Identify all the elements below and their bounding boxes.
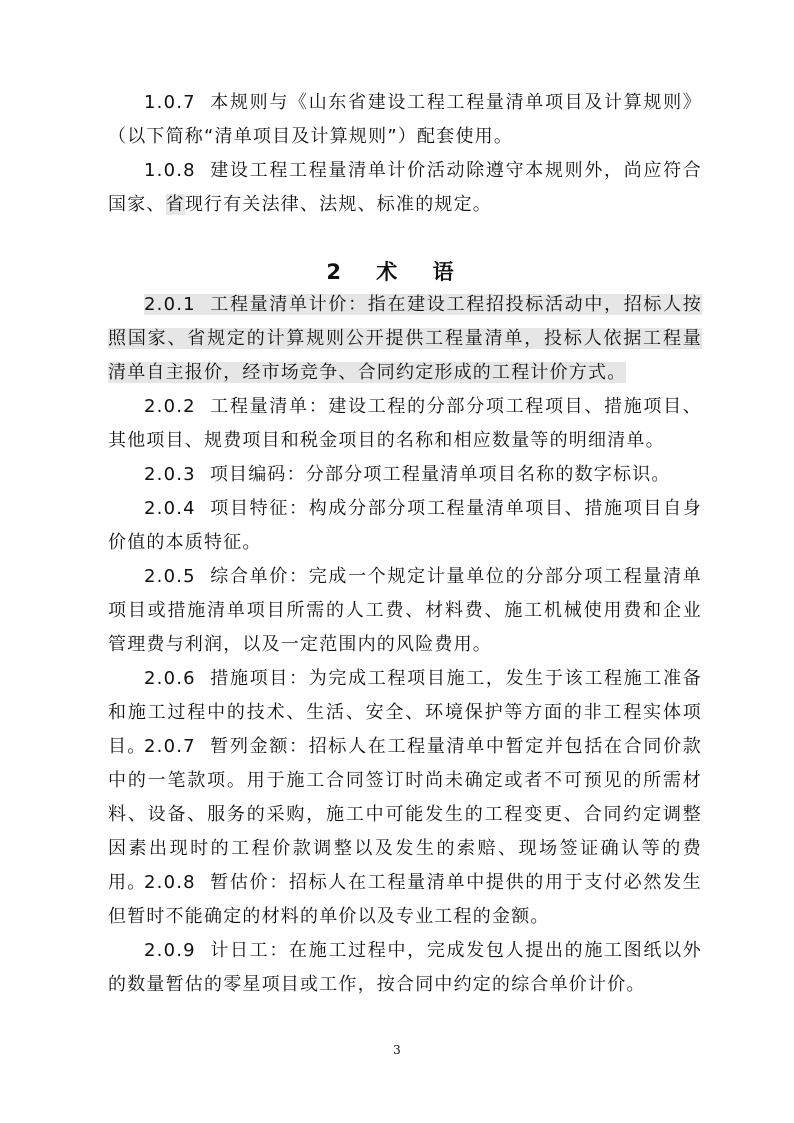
clause-number: 2.0.4: [144, 498, 196, 519]
page-number: 3: [393, 1043, 401, 1057]
clause-text: 计日工：在施工过程中，完成发包人提出的施工图纸以外的数量暂估的零星项目或工作，按合同中约定的综合单价计价。: [108, 940, 702, 995]
clause-text: 工程量清单：建设工程的分部分项工程项目、措施项目、其他项目、规费项目和税金项目的名称和相应数量等的明细清单。: [108, 396, 702, 451]
clause-number: 2.0.1: [144, 294, 196, 315]
term-2-0-8: [108, 866, 702, 934]
term-2-0-9: [108, 934, 702, 1002]
clause-text: 措施项目：为完成工程项目施工，发生于该工程施工准备和施工过程中的技术、生活、安全、环境保护等方面的非工程实体项目。: [108, 668, 702, 757]
term-2-0-4: [108, 492, 702, 560]
clause-text: 本规则与《山东省建设工程工程量清单项目及计算规则》（以下简称“清单项目及计算规则”）配套使用。: [108, 92, 702, 147]
term-2-0-3: [108, 458, 702, 492]
term-2-0-5: [108, 560, 702, 662]
clause-number: 2.0.8: [144, 872, 196, 893]
clause-text: 建设工程工程量清单计价活动除遵守本规则外，尚应符合国家、: [108, 160, 702, 215]
clause-number: 2.0.2: [144, 396, 196, 417]
term-2-0-2: [108, 390, 702, 458]
clause-number: 2.0.5: [144, 566, 196, 587]
clause-text: 工程量清单计价：指在建设工程招投标活动中，招标人按照国家、省规定的计算规则公开提供工程量清单，投标人依据工程量清单自主报价，经市场竞争、合同约定形成的工程计价方式。: [108, 294, 702, 383]
clause-text: 项目特征：构成分部分项工程量清单项目、措施项目自身价值的本质特征。: [108, 498, 702, 553]
clause-number: 1.0.8: [144, 160, 196, 181]
paragraph-1-0-7: [108, 86, 702, 154]
highlighted-text: 省: [165, 194, 185, 215]
clause-number: 1.0.7: [144, 92, 196, 113]
clause-number: 2.0.3: [144, 464, 196, 485]
clause-text: 暂估价：招标人在工程量清单中提供的用于支付必然发生但暂时不能确定的材料的单价以及专业工程的金额。: [108, 872, 702, 927]
clause-number: 2.0.6: [144, 668, 196, 689]
section-title: 2 术 语: [326, 260, 468, 284]
clause-number: 2.0.9: [144, 940, 196, 961]
term-2-0-1: [108, 288, 702, 390]
paragraph-1-0-8: [108, 154, 702, 222]
clause-text: 项目编码：分部分项工程量清单项目名称的数字标识。: [209, 464, 671, 485]
clause-text: 暂列金额：招标人在工程量清单中暂定并包括在合同价款中的一笔款项。用于施工合同签订时尚未确定或者不可预见的所需材料、设备、服务的采购，施工中可能发生的工程变更、合同约定调整因素出现时的工程价款调整以及发生的索赔、现场签证确认等的费用。: [108, 736, 702, 893]
clause-number: 2.0.7: [144, 736, 196, 757]
clause-text: 综合单价：完成一个规定计量单位的分部分项工程量清单项目或措施清单项目所需的人工费、材料费、施工机械使用费和企业管理费与利润，以及一定范围内的风险费用。: [108, 566, 702, 655]
clause-text: 现行有关法律、法规、标准的规定。: [184, 194, 493, 215]
highlighted-term: [108, 294, 702, 383]
